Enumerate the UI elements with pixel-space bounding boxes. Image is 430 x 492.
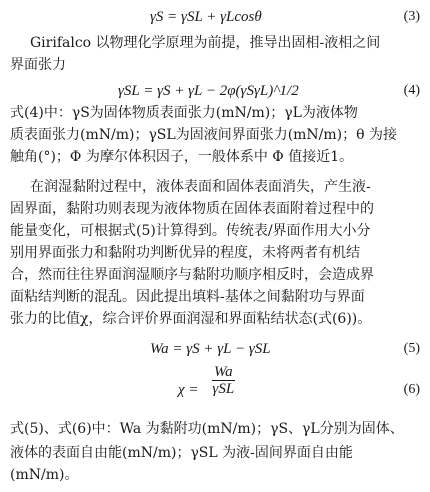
paragraph-line: 面粘结判断的混乱。因此提出填料-基体之间黏附功与界面 <box>10 289 365 305</box>
paragraph-line: 质表面张力(mN/m)；γSL为固液间界面张力(mN/m)；θ 为接 <box>10 127 398 143</box>
equation-6-numerator: Wa <box>214 364 233 380</box>
paragraph-line: 合，然而往往界面润湿顺序与黏附功顺序相反时，会造成界 <box>10 267 374 283</box>
equation-5: Wa = γS + γL − γSL <box>150 341 271 357</box>
paragraph-line: 式(5)、式(6)中：Wa 为黏附功(mN/m)；γS、γL分别为固体、 <box>10 421 404 437</box>
equation-6-lhs: χ = <box>178 382 199 398</box>
paragraph-line: 触角(°)；Φ 为摩尔体积因子，一般体系中 Φ 值接近1。 <box>10 149 354 165</box>
equation-3: γS = γSL + γLcosθ <box>150 9 262 25</box>
paragraph-line: 固界面，黏附功则表现为液体物质在固体表面附着过程中的 <box>10 201 374 217</box>
equation-6-fraction <box>212 364 235 397</box>
equation-6-number: (6) <box>403 382 420 397</box>
equation-6-denominator: γSL <box>212 381 235 397</box>
paragraph-line: 能量变化，可根据式(5)计算得到。传统表/界面作用大小分 <box>10 223 371 239</box>
equation-5-number: (5) <box>403 341 420 356</box>
paragraph-line: (mN/m)。 <box>10 467 79 483</box>
paragraph-line: 张力的比值χ，综合评价界面润湿和界面粘结状态(式(6))。 <box>10 311 372 327</box>
paragraph-line: Girifalco 以物理化学原理为前提，推导出固相-液相之间 <box>30 35 381 51</box>
paragraph-line: 界面张力 <box>10 57 66 73</box>
equation-4-number: (4) <box>403 83 420 98</box>
equation-4: γSL = γS + γL − 2φ(γSγL)^1/2 <box>118 83 299 99</box>
paragraph-line: 液体的表面自由能(mN/m)；γSL 为液-固间界面自由能 <box>10 445 353 461</box>
paragraph-line: 在润湿黏附过程中，液体表面和固体表面消失，产生液- <box>30 179 371 195</box>
paragraph-line: 别用界面张力和黏附功判断优异的程度，未将两者有机结 <box>10 245 360 261</box>
equation-3-number: (3) <box>403 9 420 24</box>
paragraph-line: 式(4)中：γS为固体物质表面张力(mN/m)；γL为液体物 <box>10 105 358 121</box>
